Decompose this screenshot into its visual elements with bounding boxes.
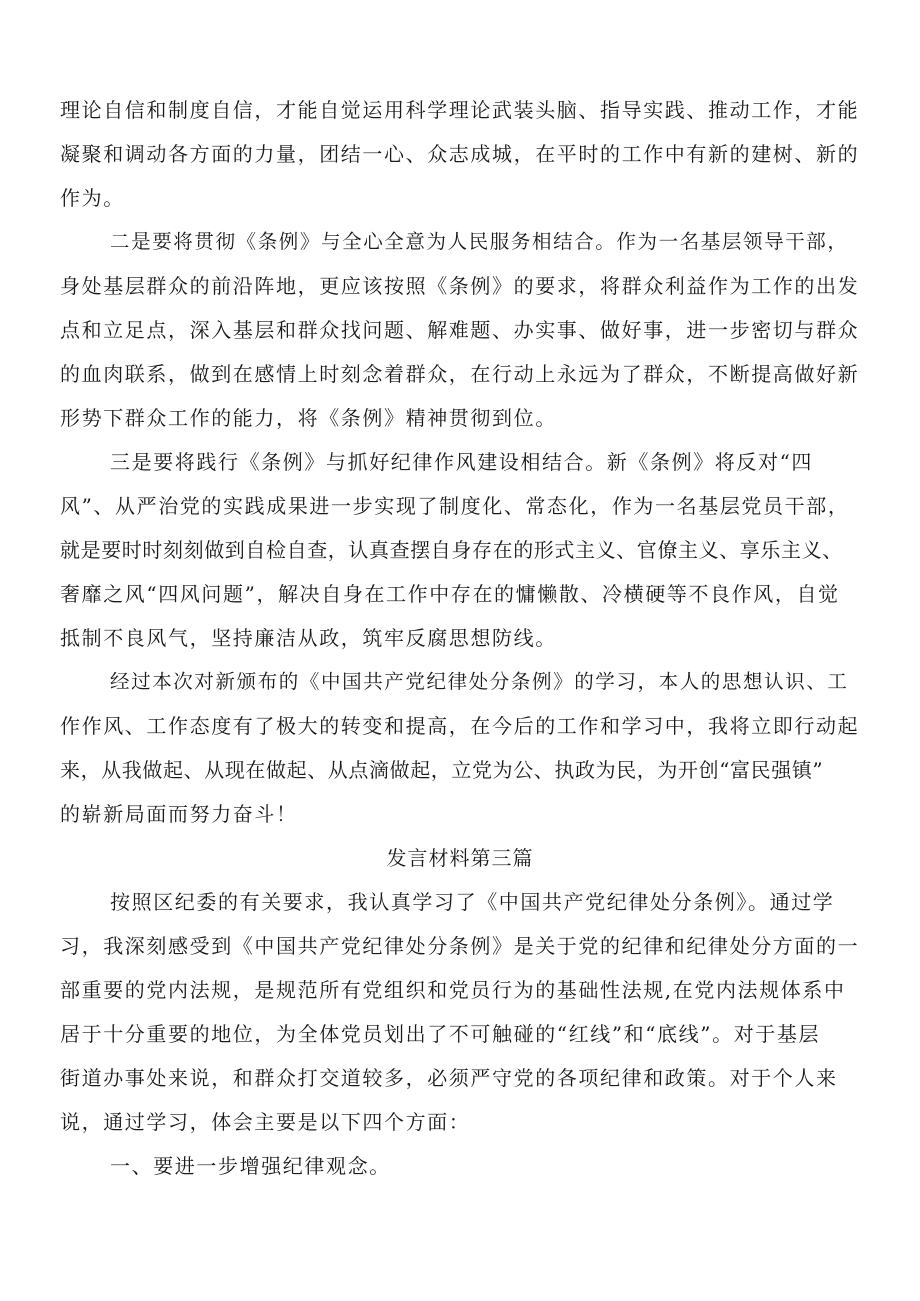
paragraph-line: 一、要进一步增强纪律观念。	[110, 1154, 391, 1178]
paragraph-line: 就是要时时刻刻做到自检自查，认真查摆自身存在的形式主义、官僚主义、享乐主义、	[60, 538, 843, 562]
paragraph-line: 二是要将贯彻《条例》与全心全意为人民服务相结合。作为一名基层领导干部，	[110, 230, 849, 253]
paragraph-line: 的血肉联系，做到在感情上时刻念着群众，在行动上永远为了群众，不断提高做好新	[60, 362, 860, 386]
paragraph-line: 街道办事处来说，和群众打交道较多，必须严守党的各项纪律和政策。对于个人来	[60, 1066, 838, 1090]
paragraph-line: 作为。	[60, 186, 125, 210]
paragraph-line: 习，我深刻感受到《中国共产党纪律处分条例》是关于党的纪律和纪律处分方面的一	[60, 934, 860, 958]
paragraph-line: 按照区纪委的有关要求，我认真学习了《中国共产党纪律处分条例》。通过学	[110, 890, 835, 914]
paragraph-line: 居于十分重要的地位，为全体党员划出了不可触碰的“红线”和“底线”。对于基层	[60, 1022, 821, 1046]
paragraph-line: 三是要将践行《条例》与抓好纪律作风建设相结合。新《条例》将反对“四	[110, 450, 814, 474]
paragraph-line: 的崭新局面而努力奋斗！	[60, 802, 298, 826]
paragraph-line: 点和立足点，深入基层和群众找问题、解难题、办实事、做好事，进一步密切与群众	[60, 318, 860, 342]
paragraph-line: 奢靡之风“四风问题”，解决自身在工作中存在的慵懒散、冷横硬等不良作风，自觉	[60, 582, 840, 606]
paragraph-line: 理论自信和制度自信，才能自觉运用科学理论武装头脑、指导实践、推动工作，才能	[60, 98, 860, 122]
paragraph-line: 说，通过学习，体会主要是以下四个方面：	[60, 1110, 471, 1134]
paragraph-line: 经过本次对新颁布的《中国共产党纪律处分条例》的学习，本人的思想认识、工	[110, 670, 849, 693]
paragraph-line: 作作风、工作态度有了极大的转变和提高，在今后的工作和学习中，我将立即行动起	[60, 714, 860, 738]
paragraph-line: 身处基层群众的前沿阵地，更应该按照《条例》的要求，将群众利益作为工作的出发	[60, 274, 860, 298]
paragraph-line: 抵制不良风气，坚持廉洁从政，筑牢反腐思想防线。	[60, 626, 557, 650]
paragraph-line: 风”、从严治党的实践成果进一步实现了制度化、常态化，作为一名基层党员干部，	[60, 494, 850, 518]
paragraph-line: 凝聚和调动各方面的力量，团结一心、众志成城，在平时的工作中有新的建树、新的	[60, 142, 860, 166]
section-heading: 发言材料第三篇	[386, 846, 534, 870]
paragraph-line: 部重要的党内法规，是规范所有党组织和党员行为的基础性法规,在党内法规体系中	[60, 978, 846, 1002]
paragraph-line: 来，从我做起、从现在做起、从点滴做起，立党为公、执政为民，为开创“富民强镇”	[60, 758, 824, 782]
paragraph-line: 形势下群众工作的能力，将《条例》精神贯彻到位。	[60, 406, 557, 430]
